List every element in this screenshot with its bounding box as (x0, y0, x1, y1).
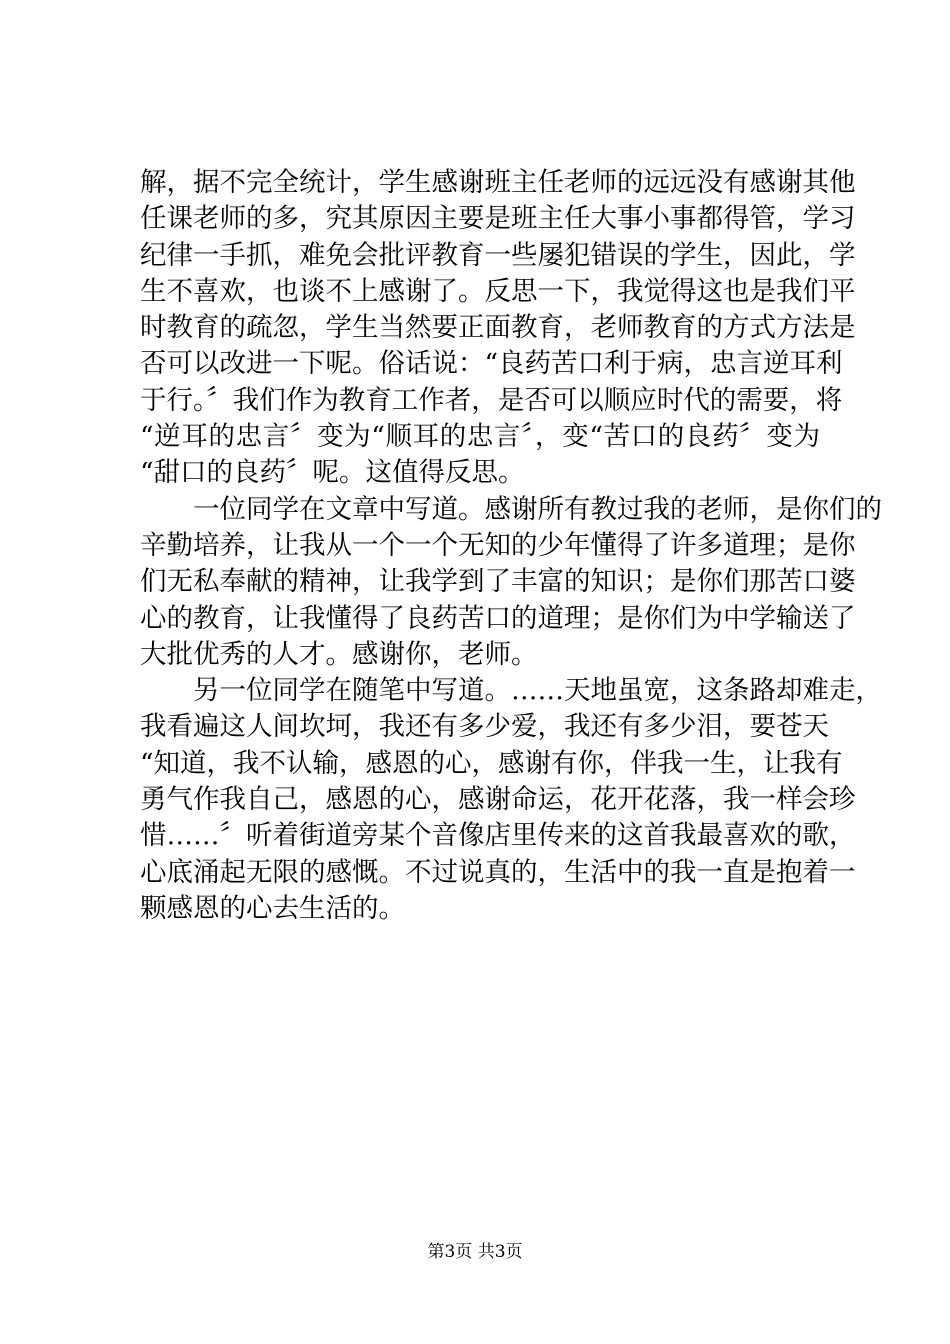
paragraph-first-line: 一位同学在文章中写道。感谢所有教过我的老师，是你们的 (140, 493, 882, 525)
paragraph-end-line: “甜口的良药〞呢。这值得反思。 (140, 457, 525, 489)
text-line: “逆耳的忠言〞变为“顺耳的忠言〞，变“苦口的良药〞变为 (140, 421, 820, 453)
text-line: 时教育的疏忽，学生当然要正面教育，老师教育的方式方法是 (140, 312, 856, 344)
page-number-footer: 第3页 共3页 (427, 1242, 523, 1262)
text-line: 解，据不完全统计，学生感谢班主任老师的远远没有感谢其他 (140, 167, 856, 198)
text-line: 心底涌起无限的感慨。不过说真的，生活中的我一直是抱着一 (140, 856, 856, 888)
text-line: 任课老师的多，究其原因主要是班主任大事小事都得管，学习 (140, 203, 856, 235)
paragraph-end-line: 颗感恩的心去生活的。 (140, 892, 405, 924)
body-text (140, 165, 882, 927)
text-line: “知道，我不认输，感恩的心，感谢有你，伴我一生，让我有 (140, 747, 843, 779)
text-line: 辛勤培养，让我从一个一个无知的少年懂得了许多道理；是你 (140, 529, 856, 561)
text-line: 否可以改进一下呢。俗话说：“良药苦口利于病，忠言逆耳利 (140, 348, 843, 380)
text-line: 心的教育，让我懂得了良药苦口的道理；是你们为中学输送了 (140, 602, 856, 634)
text-line: 纪律一手抓，难免会批评教育一些屡犯错误的学生，因此，学 (140, 239, 856, 271)
text-line: 惜……〞听着街道旁某个音像店里传来的这首我最喜欢的歌， (140, 820, 856, 852)
text-line: 于行。〞我们作为教育工作者，是否可以顺应时代的需要，将 (140, 384, 843, 416)
text-line: 我看遍这人间坎坷，我还有多少爱，我还有多少泪，要苍天 (140, 711, 829, 743)
paragraph-first-line: 另一位同学在随笔中写道。……天地虽宽，这条路却难走， (140, 675, 882, 707)
text-line: 们无私奉献的精神，让我学到了丰富的知识；是你们那苦口婆 (140, 566, 856, 598)
text-line: 生不喜欢，也谈不上感谢了。反思一下，我觉得这也是我们平 (140, 275, 856, 307)
paragraph-end-line: 大批优秀的人才。感谢你，老师。 (140, 638, 538, 670)
text-line: 勇气作我自己，感恩的心，感谢命运，花开花落，我一样会珍 (140, 784, 856, 816)
